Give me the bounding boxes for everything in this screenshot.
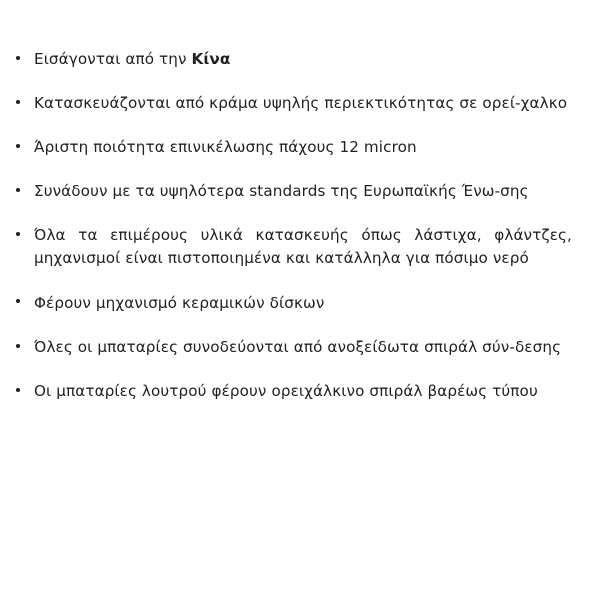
list-item-text: Οι μπαταρίες λουτρού φέρουν ορειχάλκινο σπιράλ βαρέως τύπου [34,381,538,400]
list-item [14,48,572,71]
list-item-text: Φέρουν μηχανισμό κεραμικών δίσκων [34,293,325,312]
bullet-point-icon [16,100,20,104]
list-item-text-emphasis: Κίνα [191,50,231,68]
list-item-text: Άριστη ποιότητα επινικέλωσης πάχους 12 micron [34,138,417,157]
bullet-point-icon [16,56,20,60]
list-item-text: Κατασκευάζονται από κράμα υψηλής περιεκτικότητας σε ορεί-χαλκο [34,94,568,113]
list-item-text-plain: Εισάγονται από την [34,50,192,68]
bullet-point-icon [16,188,20,192]
list-item [14,180,572,203]
list-item [14,380,572,403]
bullet-point-icon [16,299,20,303]
list-item [14,224,572,270]
list-item-text: Συνάδουν με τα υψηλότερα standards της Ευρωπαϊκής Ένω-σης [34,182,529,201]
list-item [14,136,572,159]
list-item [14,92,572,115]
list-item-text [34,48,572,71]
bullet-point-icon [16,344,20,348]
bullet-point-icon [16,232,20,236]
list-item-text: Όλες οι μπαταρίες συνοδεύονται από ανοξείδωτα σπιράλ σύν-δεσης [34,337,562,356]
list-item [14,292,572,315]
bullet-point-icon [16,144,20,148]
list-item [14,336,572,359]
list-item-text: Όλα τα επιμέρους υλικά κατασκευής όπως λάστιχα, φλάντζες, μηχανισμοί είναι πιστοποιημένα και κατάλληλα για πόσιμο νερό [34,226,572,268]
feature-bullet-list [14,48,572,403]
bullet-point-icon [16,388,20,392]
